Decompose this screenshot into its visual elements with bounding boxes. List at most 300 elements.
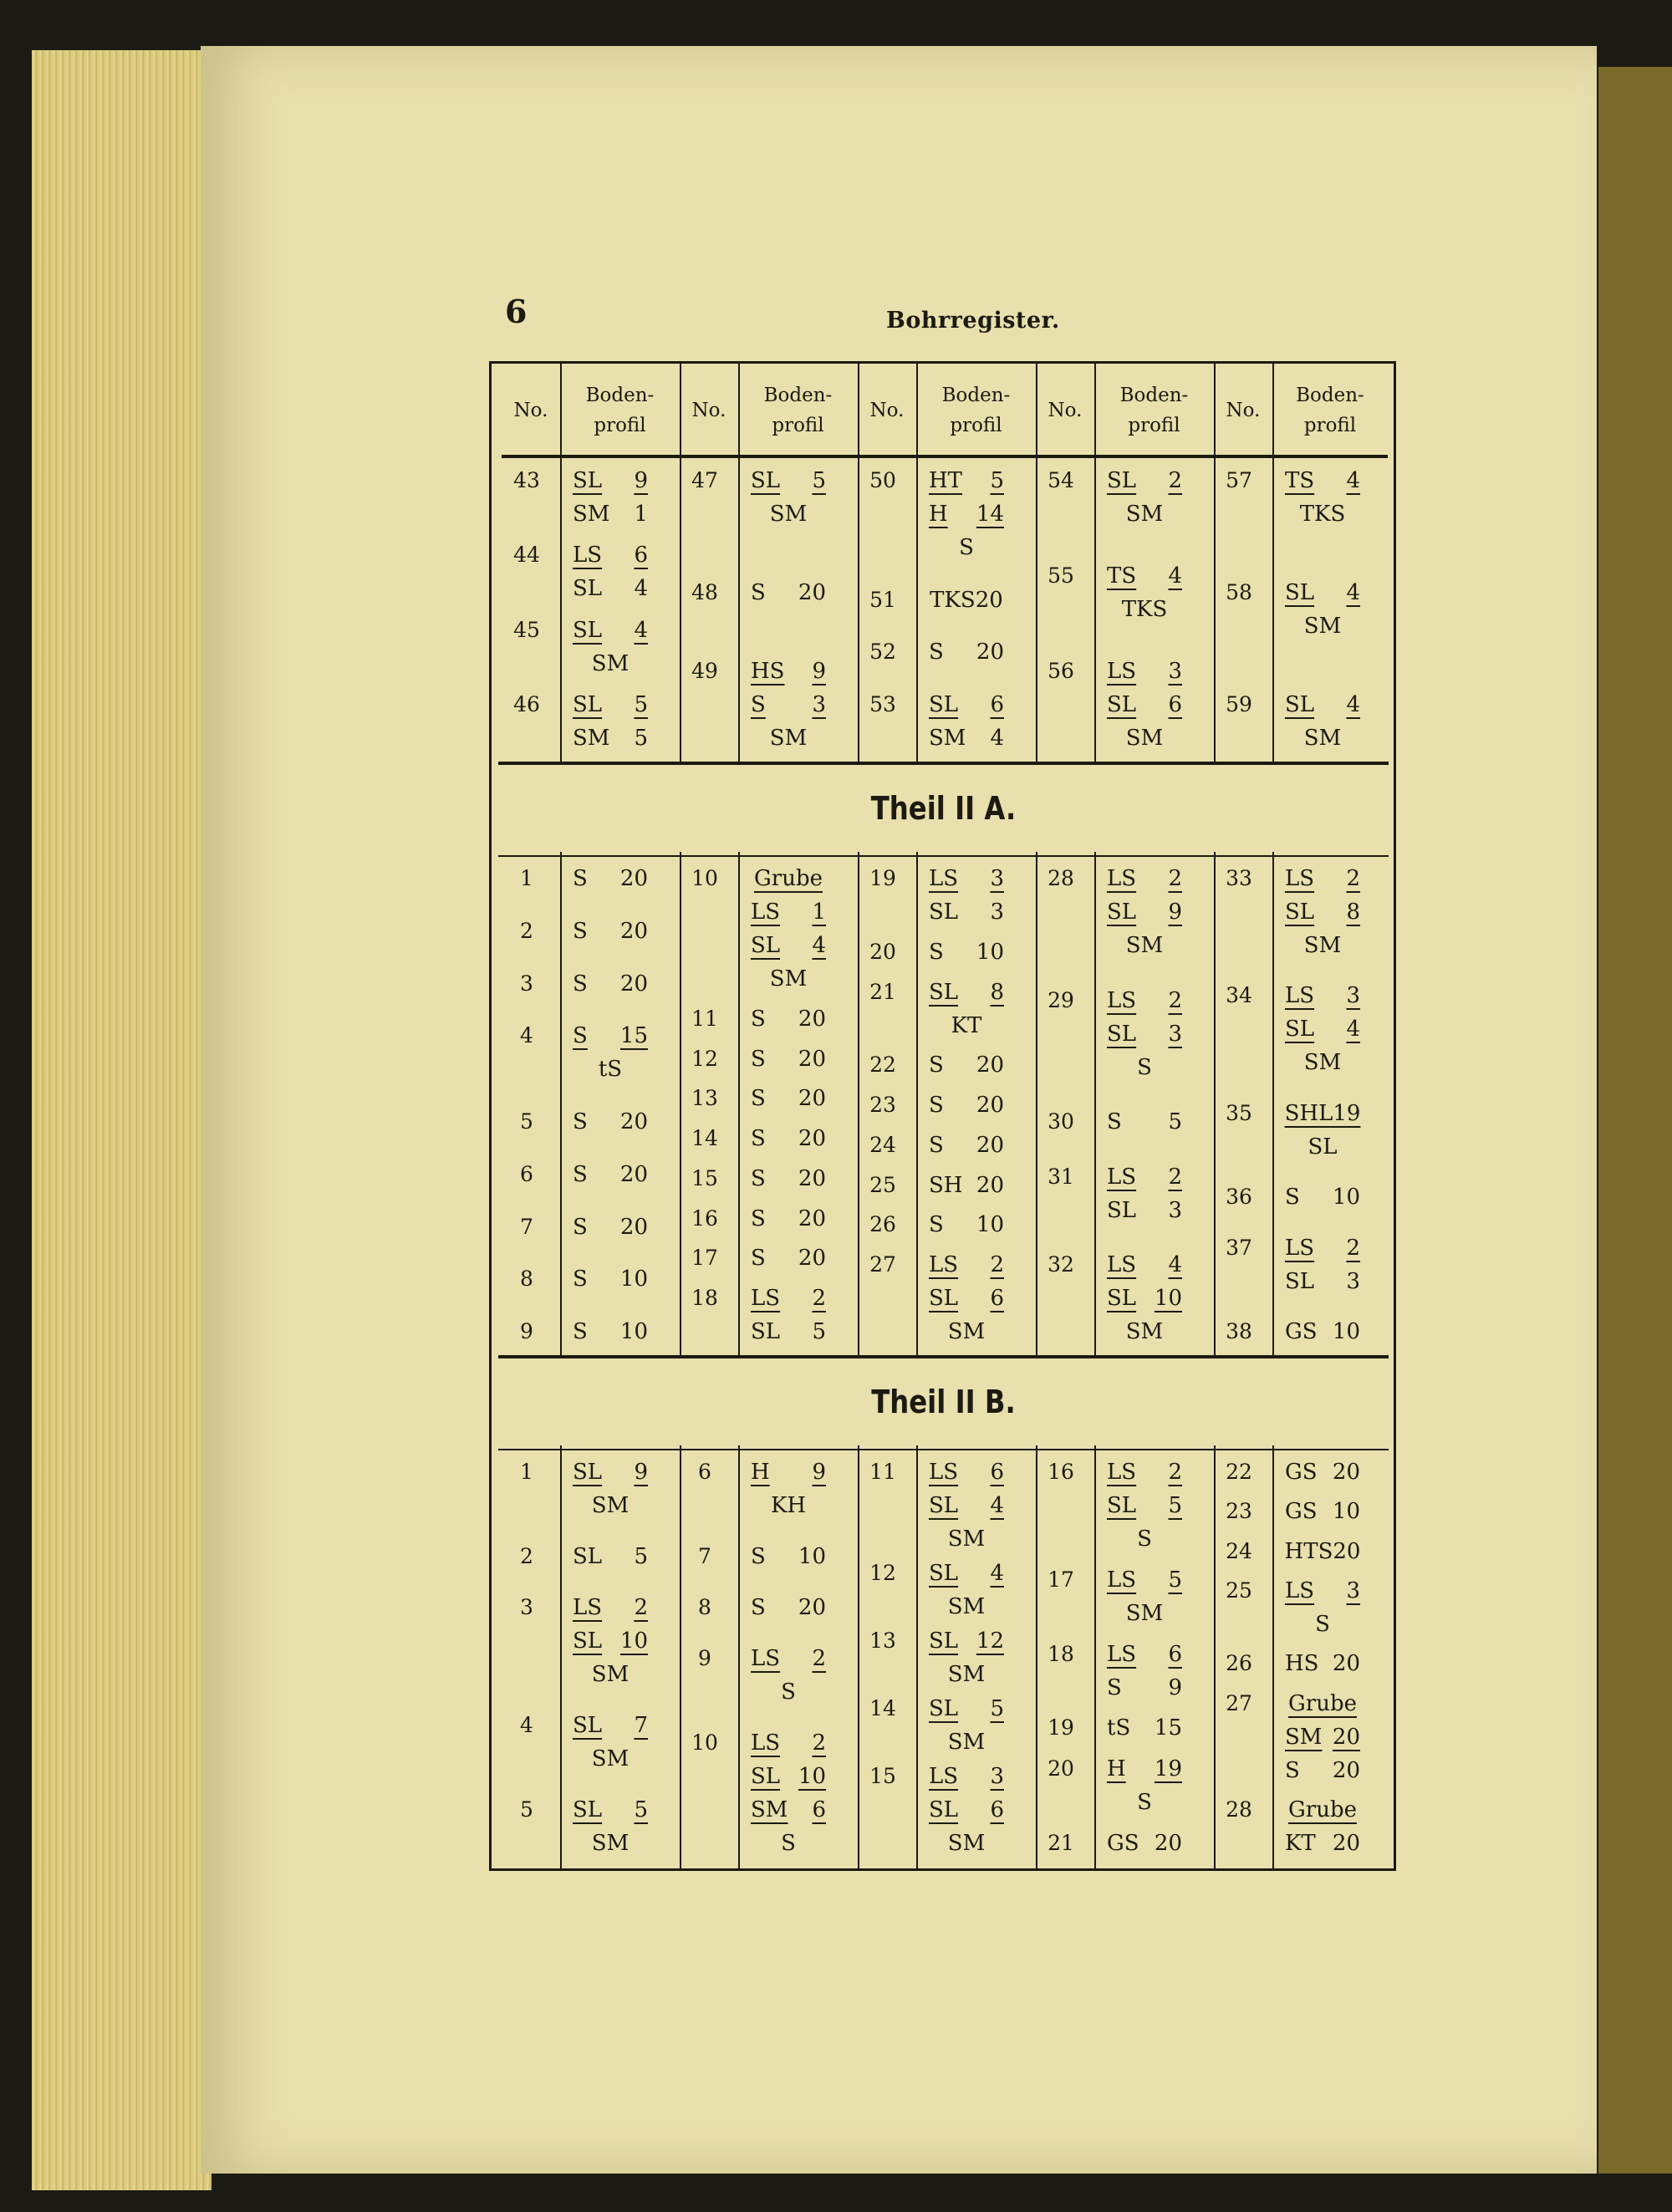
boring-number: 43 xyxy=(513,468,540,492)
soil-layer xyxy=(929,976,1004,1009)
soil-code: S xyxy=(751,1006,766,1032)
boring-number: 21 xyxy=(1048,1831,1074,1855)
soil-layer xyxy=(1285,688,1360,721)
boring-number: 4 xyxy=(520,1023,533,1048)
soil-code: S xyxy=(1285,1757,1300,1783)
layer-thickness: 20 xyxy=(976,640,1004,665)
soil-code: Grube xyxy=(1288,1690,1357,1716)
boring-number: 16 xyxy=(1048,1460,1074,1484)
soil-layer xyxy=(929,531,1004,564)
soil-code: SM xyxy=(591,1746,630,1771)
soil-layer xyxy=(573,1455,648,1489)
column-rule xyxy=(1272,852,1274,1357)
boring-number: 51 xyxy=(869,587,896,612)
boring-number: 24 xyxy=(1226,1538,1252,1563)
soil-layer xyxy=(751,1241,826,1275)
soil-layer xyxy=(751,1122,826,1155)
layer-thickness: 3 xyxy=(1168,1021,1182,1047)
boring-number: 2 xyxy=(520,1544,533,1568)
layer-thickness: 10 xyxy=(1154,1286,1182,1311)
layer-thickness: 6 xyxy=(812,1797,826,1822)
boring-number: 4 xyxy=(520,1713,533,1737)
boring-number: 10 xyxy=(691,1730,718,1755)
soil-code: SM xyxy=(769,502,808,527)
soil-layer xyxy=(1107,1160,1182,1194)
boring-number: 13 xyxy=(869,1628,896,1653)
soil-code: SL xyxy=(573,692,603,717)
boring-number: 14 xyxy=(869,1696,896,1720)
soil-layer xyxy=(929,688,1004,721)
layer-thickness: 2 xyxy=(1168,468,1182,493)
soil-layer xyxy=(1285,1265,1360,1298)
layer-thickness: 6 xyxy=(990,1460,1004,1485)
boring-number: 53 xyxy=(869,692,896,716)
layer-thickness: 6 xyxy=(1168,1641,1182,1667)
soil-layer xyxy=(751,1315,826,1348)
soil-layer xyxy=(573,1052,648,1086)
soil-layer xyxy=(1285,1046,1360,1079)
soil-layer xyxy=(751,1082,826,1115)
layer-thickness: 20 xyxy=(976,1093,1004,1118)
layer-thickness: 2 xyxy=(812,1646,826,1671)
layer-thickness: 20 xyxy=(619,866,648,891)
soil-layer xyxy=(573,967,648,1001)
layer-thickness: 10 xyxy=(1332,1185,1360,1210)
soil-layer xyxy=(1107,721,1182,755)
soil-layer xyxy=(1285,1608,1360,1641)
layer-thickness: 20 xyxy=(798,1006,826,1032)
soil-layer xyxy=(751,1591,826,1624)
soil-code: S xyxy=(573,1109,588,1134)
soil-code: HT xyxy=(929,468,963,493)
boring-number: 3 xyxy=(520,1595,533,1619)
boring-number: 8 xyxy=(698,1595,711,1619)
boring-number: 25 xyxy=(869,1172,896,1197)
soil-code: SM xyxy=(1125,1600,1164,1626)
boring-number: 14 xyxy=(691,1126,718,1150)
soil-code: S xyxy=(573,1319,588,1344)
layer-thickness: 9 xyxy=(812,1460,826,1485)
soil-layer xyxy=(1285,862,1360,895)
soil-layer xyxy=(751,1793,826,1827)
section-band-b xyxy=(498,1355,1389,1450)
soil-layer xyxy=(929,497,1004,531)
boring-number: 11 xyxy=(869,1460,896,1484)
soil-layer xyxy=(573,647,648,680)
soil-layer xyxy=(1107,895,1182,929)
layer-thickness: 20 xyxy=(798,1205,826,1231)
soil-code: SL xyxy=(929,1696,959,1721)
layer-thickness: 3 xyxy=(812,692,826,717)
layer-thickness: 10 xyxy=(976,939,1004,965)
soil-code: tS xyxy=(1107,1715,1131,1741)
soil-layer xyxy=(573,1158,648,1191)
column-rule xyxy=(1036,454,1037,763)
soil-layer xyxy=(1285,1647,1360,1680)
soil-layer xyxy=(929,1009,1004,1042)
header-profil-4: Boden- profil xyxy=(1119,384,1189,436)
boring-number: 17 xyxy=(1048,1567,1074,1592)
layer-thickness: 3 xyxy=(990,866,1004,891)
soil-layer xyxy=(1107,1017,1182,1051)
layer-thickness: 2 xyxy=(1168,1460,1182,1485)
soil-layer xyxy=(929,1315,1004,1348)
soil-layer xyxy=(573,1540,648,1573)
soil-code: SM xyxy=(751,1797,788,1822)
layer-thickness: 10 xyxy=(619,1319,648,1344)
soil-layer xyxy=(1107,559,1182,593)
soil-code: SL xyxy=(929,979,959,1005)
soil-code: S xyxy=(1107,1109,1122,1134)
boring-number: 23 xyxy=(869,1093,896,1117)
soil-code: SM xyxy=(947,1662,986,1687)
boring-number: 52 xyxy=(869,640,896,665)
soil-code: SM xyxy=(769,726,808,751)
soil-layer xyxy=(1285,1130,1360,1164)
layer-thickness: 5 xyxy=(634,726,648,751)
layer-thickness: 10 xyxy=(1332,1499,1360,1525)
layer-thickness: 9 xyxy=(1168,1674,1182,1700)
soil-layer xyxy=(573,1262,648,1296)
soil-layer xyxy=(751,1282,826,1315)
soil-code: SM xyxy=(1125,1319,1164,1344)
soil-code: S xyxy=(573,971,588,996)
soil-code: KT xyxy=(1285,1831,1316,1856)
soil-layer xyxy=(1285,1535,1360,1568)
column-rule xyxy=(560,454,562,763)
column-rule xyxy=(1272,364,1274,456)
layer-thickness: 3 xyxy=(990,1764,1004,1789)
soil-layer xyxy=(573,572,648,605)
soil-code: S xyxy=(929,939,944,965)
layer-thickness: 6 xyxy=(1168,692,1182,717)
soil-code: SM xyxy=(947,1730,986,1755)
soil-code: SL xyxy=(1107,1021,1137,1047)
soil-code: LS xyxy=(929,1252,959,1277)
soil-code: S xyxy=(751,1165,766,1191)
soil-layer xyxy=(929,1169,1004,1202)
layer-thickness: 4 xyxy=(1346,580,1360,605)
soil-code: S xyxy=(751,1246,766,1272)
soil-code: SL xyxy=(1107,900,1137,925)
soil-code: SL xyxy=(1308,1134,1338,1160)
boring-number: 50 xyxy=(869,468,896,492)
layer-thickness: 1 xyxy=(812,900,826,925)
layer-thickness: 4 xyxy=(990,1493,1004,1518)
boring-number: 21 xyxy=(869,979,896,1004)
column-rule xyxy=(560,852,562,1357)
soil-layer xyxy=(1107,1194,1182,1227)
layer-thickness: 5 xyxy=(634,692,648,717)
layer-thickness: 20 xyxy=(798,1086,826,1112)
soil-code: SM xyxy=(591,650,630,676)
soil-code: SM xyxy=(591,1831,630,1856)
soil-code: S xyxy=(929,640,944,665)
soil-code: S xyxy=(1315,1612,1330,1637)
soil-layer xyxy=(573,721,648,755)
soil-code: LS xyxy=(573,543,603,568)
soil-layer xyxy=(751,895,826,929)
boring-number: 38 xyxy=(1226,1319,1252,1343)
soil-code: SM xyxy=(591,1493,630,1518)
boring-number: 22 xyxy=(1226,1460,1252,1484)
soil-code: H xyxy=(929,502,948,527)
soil-code: S xyxy=(781,1831,796,1856)
soil-layer xyxy=(929,1282,1004,1315)
soil-layer xyxy=(751,497,826,531)
layer-thickness: 10 xyxy=(619,1628,648,1654)
layer-thickness: 10 xyxy=(619,1267,648,1292)
page-number: 6 xyxy=(505,293,528,330)
soil-code: SM xyxy=(1303,933,1342,958)
soil-layer xyxy=(1285,929,1360,962)
soil-code: SM xyxy=(1303,1050,1342,1076)
soil-code: SM xyxy=(573,726,610,751)
column-rule xyxy=(738,1445,740,1868)
boring-number: 56 xyxy=(1048,659,1074,683)
soil-code: SL xyxy=(1285,1268,1315,1294)
soil-code: SM xyxy=(573,502,610,527)
soil-code: SL xyxy=(573,617,603,643)
boring-number: 27 xyxy=(869,1252,896,1277)
soil-code: S xyxy=(1137,1054,1152,1080)
soil-layer xyxy=(929,1624,1004,1658)
soil-layer xyxy=(751,962,826,996)
soil-layer xyxy=(929,1827,1004,1860)
column-rule xyxy=(738,364,740,456)
soil-layer xyxy=(751,688,826,721)
soil-code: TS xyxy=(1285,468,1315,493)
boring-number: 24 xyxy=(869,1132,896,1157)
soil-layer xyxy=(1107,1522,1182,1556)
soil-code: SH xyxy=(929,1172,963,1198)
soil-code: HS xyxy=(1285,1651,1319,1677)
soil-code: SL xyxy=(573,576,603,602)
boring-number: 19 xyxy=(869,866,896,890)
soil-layer xyxy=(1285,1012,1360,1046)
soil-code: LS xyxy=(573,1595,603,1620)
soil-layer xyxy=(1285,721,1360,755)
layer-thickness: 4 xyxy=(1346,692,1360,717)
soil-code: SL xyxy=(573,1544,603,1569)
boring-number: 48 xyxy=(691,580,718,604)
soil-layer xyxy=(929,1590,1004,1623)
boring-number: 7 xyxy=(520,1214,533,1239)
layer-thickness: 6 xyxy=(990,692,1004,717)
layer-thickness: 15 xyxy=(1154,1715,1182,1741)
soil-layer xyxy=(1107,929,1182,962)
layer-thickness: 4 xyxy=(990,1561,1004,1586)
soil-code: LS xyxy=(1285,983,1315,1009)
soil-layer xyxy=(1107,1489,1182,1522)
soil-code: S xyxy=(929,1052,944,1078)
boring-number: 30 xyxy=(1048,1109,1074,1134)
soil-code: LS xyxy=(1107,1641,1137,1667)
soil-code: LS xyxy=(929,1764,959,1789)
soil-code: SHL19 xyxy=(1284,1100,1361,1126)
boring-number: 18 xyxy=(1048,1641,1074,1666)
soil-layer xyxy=(751,1162,826,1195)
soil-code: GS xyxy=(1285,1319,1318,1344)
soil-layer xyxy=(573,1591,648,1624)
soil-layer xyxy=(929,1725,1004,1759)
layer-thickness: 6 xyxy=(990,1797,1004,1822)
header-no-2: No. xyxy=(691,399,726,421)
layer-thickness: 2 xyxy=(990,1252,1004,1277)
soil-layer xyxy=(751,1002,826,1036)
layer-thickness: 5 xyxy=(812,468,826,493)
soil-layer xyxy=(1107,1827,1182,1860)
layer-thickness: 20 xyxy=(798,580,826,605)
soil-code: SL xyxy=(1107,468,1137,493)
soil-layer xyxy=(573,614,648,647)
layer-thickness: 20 xyxy=(798,1046,826,1072)
soil-code: LS xyxy=(929,1460,959,1485)
boring-number: 33 xyxy=(1226,866,1252,890)
soil-code: SL xyxy=(929,1286,959,1311)
boring-number: 58 xyxy=(1226,580,1252,604)
soil-code: SL xyxy=(1107,1197,1137,1223)
soil-layer xyxy=(751,655,826,688)
layer-thickness: 4 xyxy=(1346,1017,1360,1042)
soil-code: TKS xyxy=(1121,597,1168,622)
layer-thickness: 20 xyxy=(976,1172,1004,1198)
column-rule xyxy=(680,364,681,456)
layer-thickness: 20 xyxy=(798,1126,826,1151)
soil-layer xyxy=(1285,1495,1360,1528)
layer-thickness: 10 xyxy=(798,1544,826,1569)
layer-thickness: 20 xyxy=(1332,1460,1360,1485)
layer-thickness: 20 xyxy=(976,1052,1004,1078)
header-profil-2: Boden- profil xyxy=(763,384,833,436)
layer-thickness: 2 xyxy=(812,1286,826,1311)
soil-layer xyxy=(929,1658,1004,1691)
soil-code: S xyxy=(573,1214,588,1240)
soil-code: LS xyxy=(751,1646,781,1671)
header-no-4: No. xyxy=(1048,399,1083,421)
soil-code: SL xyxy=(929,1493,959,1518)
layer-thickness: 4 xyxy=(634,576,648,602)
soil-code: Grube xyxy=(754,866,823,891)
header-no-5: No. xyxy=(1226,399,1261,421)
soil-code: LS xyxy=(1107,1164,1137,1190)
header-no-3: No. xyxy=(869,399,905,421)
boring-number: 46 xyxy=(513,692,540,716)
layer-thickness: 10 xyxy=(798,1764,826,1789)
soil-layer xyxy=(929,1455,1004,1489)
soil-code: SM xyxy=(591,1662,630,1687)
soil-code: LS xyxy=(1107,1252,1137,1277)
soil-layer xyxy=(751,862,826,895)
layer-thickness: 15 xyxy=(619,1023,648,1049)
boring-number: 1 xyxy=(520,866,533,890)
column-rule xyxy=(560,1445,562,1868)
boring-number: 11 xyxy=(691,1006,718,1031)
column-rule xyxy=(916,454,918,763)
layer-thickness: 20 xyxy=(976,1132,1004,1158)
layer-thickness: 3 xyxy=(1168,1197,1182,1223)
boring-number: 10 xyxy=(691,866,718,890)
column-rule xyxy=(1094,1445,1096,1868)
soil-code: Grube xyxy=(1288,1797,1357,1822)
layer-thickness: 5 xyxy=(634,1544,648,1569)
boring-number: 12 xyxy=(869,1561,896,1585)
soil-code: S xyxy=(1107,1674,1122,1700)
layer-thickness: 6 xyxy=(634,543,648,568)
soil-code: S xyxy=(929,1093,944,1118)
soil-layer xyxy=(1107,1711,1182,1745)
boring-number: 15 xyxy=(869,1764,896,1788)
layer-thickness: 4 xyxy=(1168,563,1182,589)
layer-thickness: 3 xyxy=(1346,1268,1360,1294)
boring-number: 31 xyxy=(1048,1164,1074,1189)
soil-layer xyxy=(573,538,648,572)
soil-code: SL xyxy=(573,1797,603,1822)
soil-code: SM xyxy=(1125,502,1164,527)
soil-code: GS xyxy=(1285,1460,1318,1485)
soil-layer xyxy=(1285,1231,1360,1265)
layer-thickness: 4 xyxy=(634,617,648,643)
boring-number: 17 xyxy=(691,1246,718,1271)
soil-code: LS xyxy=(1107,987,1137,1013)
column-rule xyxy=(916,364,918,456)
soil-layer xyxy=(1107,1051,1182,1084)
column-rule xyxy=(738,852,740,1357)
soil-code: LS xyxy=(1285,1235,1315,1261)
soil-code: SL xyxy=(751,468,781,493)
layer-thickness: 5 xyxy=(990,468,1004,493)
soil-layer xyxy=(1285,576,1360,609)
header-profil-3: Boden- profil xyxy=(941,384,1011,436)
running-head: Bohrregister. xyxy=(886,308,1060,334)
soil-code: SM xyxy=(1125,726,1164,751)
boring-number: 7 xyxy=(698,1544,711,1568)
layer-thickness: 10 xyxy=(1332,1319,1360,1344)
soil-layer xyxy=(751,1760,826,1793)
soil-code: SM xyxy=(947,1319,986,1344)
soil-layer xyxy=(1285,895,1360,929)
soil-layer xyxy=(1285,1754,1360,1787)
boring-number: 44 xyxy=(513,543,540,568)
soil-layer xyxy=(1107,1315,1182,1348)
layer-thickness: 5 xyxy=(1168,1493,1182,1518)
boring-number: 47 xyxy=(691,468,718,492)
soil-code: tS xyxy=(598,1057,623,1083)
soil-layer xyxy=(1107,984,1182,1017)
header-profil-5: Boden- profil xyxy=(1296,384,1364,436)
soil-code: LS xyxy=(751,1730,781,1756)
layer-thickness: 3 xyxy=(1346,983,1360,1009)
soil-code: SM xyxy=(1303,726,1342,751)
soil-layer xyxy=(1107,862,1182,895)
soil-layer xyxy=(1285,1574,1360,1608)
soil-layer xyxy=(929,1692,1004,1725)
layer-thickness: 9 xyxy=(812,659,826,684)
boring-number: 28 xyxy=(1048,866,1074,890)
soil-code: SM xyxy=(947,1594,986,1619)
soil-code: LS xyxy=(929,866,959,891)
boring-number: 26 xyxy=(1226,1651,1252,1676)
boring-number: 18 xyxy=(691,1286,718,1310)
soil-layer xyxy=(751,1827,826,1860)
soil-code: SL xyxy=(573,1713,603,1738)
soil-layer xyxy=(1107,1671,1182,1705)
soil-code: SL xyxy=(1285,580,1315,605)
soil-code: KT xyxy=(951,1012,982,1038)
soil-layer xyxy=(1107,1597,1182,1630)
soil-code: SL xyxy=(751,933,781,958)
soil-code: SL xyxy=(751,1764,781,1789)
